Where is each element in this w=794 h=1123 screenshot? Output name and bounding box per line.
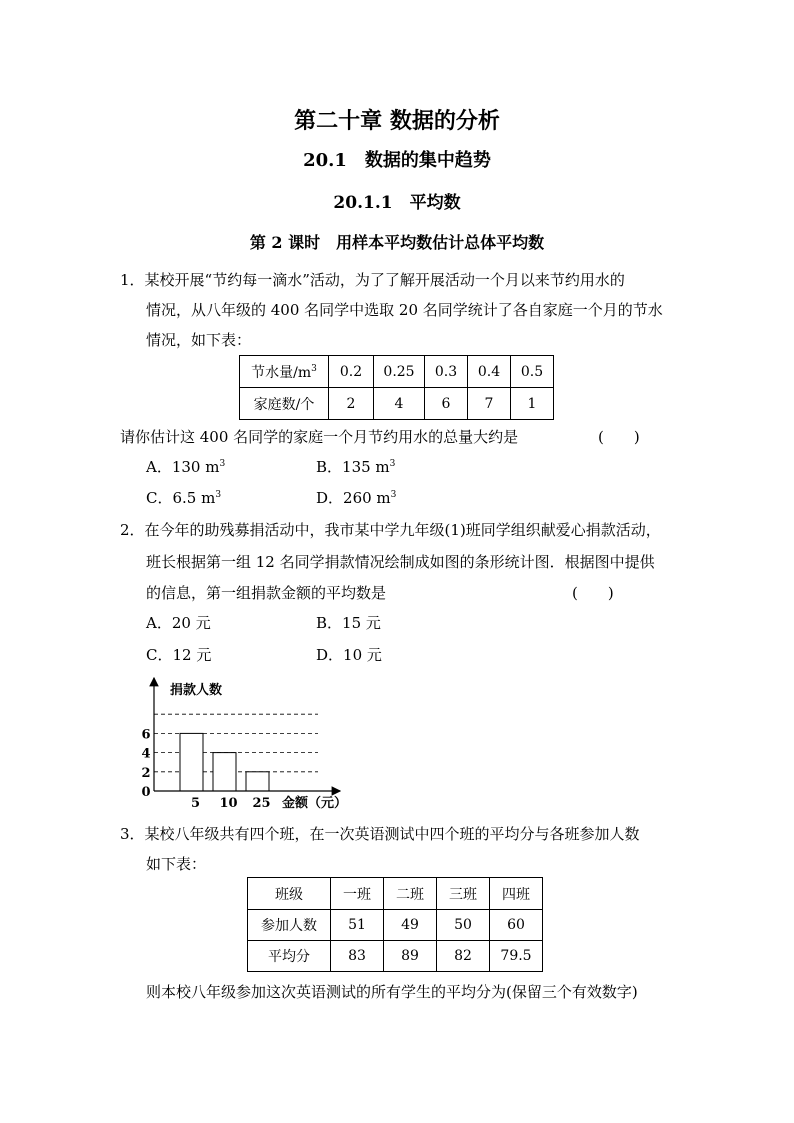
chart-bars <box>180 733 269 791</box>
q3-table-cell: 50 <box>437 910 490 941</box>
q1-table <box>239 355 554 420</box>
x-tick-label: 10 <box>219 796 238 811</box>
q3-table-cell: 89 <box>384 941 437 972</box>
q2-line2: 班长根据第一组 12 名同学捐款情况绘制成如图的条形统计图．根据图中提供 <box>146 553 655 571</box>
q3-line1: 3．某校八年级共有四个班，在一次英语测试中四个班的平均分与各班参加人数 <box>120 825 640 843</box>
q2-option-d: D．10 元 <box>316 646 382 664</box>
q3-table-cell: 49 <box>384 910 437 941</box>
q1-question: 请你估计这 400 名同学的家庭一个月节约用水的总量大约是 <box>120 428 519 446</box>
q3-table-row <box>248 910 543 941</box>
q3-table-header-row <box>248 878 543 910</box>
q3-table-header: 班级 <box>248 878 331 910</box>
q3-line2: 如下表： <box>146 855 207 873</box>
q1-option-c: C．6.5 $m^3$ <box>146 489 222 507</box>
x-axis-label: 金额（元） <box>282 796 348 811</box>
q1-line3: 情况，如下表： <box>146 331 252 349</box>
q1-table-row2 <box>240 388 554 420</box>
q3-table-cell: 82 <box>437 941 490 972</box>
q1-option-b: B．135 $m^3$ <box>316 458 396 476</box>
q1-line1: 1．某校开展“节约每一滴水”活动，为了了解开展活动一个月以来节约用水的 <box>120 271 625 289</box>
x-tick-label: 25 <box>252 796 271 811</box>
bar <box>246 772 269 791</box>
subsection-title: 20.1.1 平均数 <box>333 193 461 213</box>
q1-table-cell: 0.25 <box>374 356 425 388</box>
y-tick-label: 4 <box>141 746 151 762</box>
lesson-title: 第 2 课时 用样本平均数估计总体平均数 <box>249 233 545 252</box>
q1-table-cell: 0.5 <box>511 356 554 388</box>
q2-line3: 的信息，第一组捐款金额的平均数是 <box>146 584 387 602</box>
y-axis-label: 捐款人数 <box>170 683 223 698</box>
q3-table-cell: 60 <box>490 910 543 941</box>
q2-option-a: A．20 元 <box>146 614 211 632</box>
q2-answer-paren: ( ) <box>572 584 614 602</box>
q1-table-cell: 2 <box>329 388 374 420</box>
q1-table-row1 <box>240 356 554 388</box>
q3-line3: 则本校八年级参加这次英语测试的所有学生的平均分为(保留三个有效数字) <box>146 983 638 1001</box>
q2-option-c: C．12 元 <box>146 646 212 664</box>
y-tick-label: 2 <box>141 765 151 781</box>
q1-table-row1-label: 节水量$/m^3$ <box>240 356 329 388</box>
y-tick-labels <box>141 727 150 800</box>
q1-line2: 情况，从八年级的 400 名同学中选取 20 名同学统计了各自家庭一个月的节水 <box>146 301 663 319</box>
q1-answer-paren: ( ) <box>598 428 640 446</box>
x-tick-labels <box>191 796 271 811</box>
q3-table-cell: 51 <box>331 910 384 941</box>
q3-table-header: 四班 <box>490 878 543 910</box>
q3-table-cell: 79.5 <box>490 941 543 972</box>
q1-table-row2-label: 家庭数/个 <box>240 388 329 420</box>
q3-table-row <box>248 941 543 972</box>
chapter-title: 第二十章 数据的分析 <box>294 108 500 134</box>
q3-table-header: 三班 <box>437 878 490 910</box>
q1-table-cell: 6 <box>425 388 468 420</box>
q1-table-cell: 0.3 <box>425 356 468 388</box>
q1-table-cell: 0.2 <box>329 356 374 388</box>
q1-option-a: A．130 $m^3$ <box>146 458 226 476</box>
q1-table-cell: 1 <box>511 388 554 420</box>
bar <box>213 753 236 791</box>
q3-table-cell: 平均分 <box>248 941 331 972</box>
q1-option-d: D．260 $m^3$ <box>316 489 397 507</box>
q1-table-cell: 4 <box>374 388 425 420</box>
q2-option-b: B．15 元 <box>316 614 381 632</box>
y-tick-label: 6 <box>141 727 151 743</box>
donation-bar-chart <box>130 672 380 817</box>
q3-table-header: 一班 <box>331 878 384 910</box>
q1-table-cell: 7 <box>468 388 511 420</box>
q3-table-cell: 83 <box>331 941 384 972</box>
y-tick-label: 0 <box>141 785 151 800</box>
q3-table-cell: 参加人数 <box>248 910 331 941</box>
section-title: 20.1 数据的集中趋势 <box>303 150 491 171</box>
bar <box>180 733 203 791</box>
q3-table-header: 二班 <box>384 878 437 910</box>
q3-table <box>247 877 543 972</box>
x-tick-label: 5 <box>190 796 201 811</box>
q2-line1: 2．在今年的助残募捐活动中，我市某中学九年级(1)班同学组织献爱心捐款活动， <box>120 521 661 539</box>
q1-table-cell: 0.4 <box>468 356 511 388</box>
